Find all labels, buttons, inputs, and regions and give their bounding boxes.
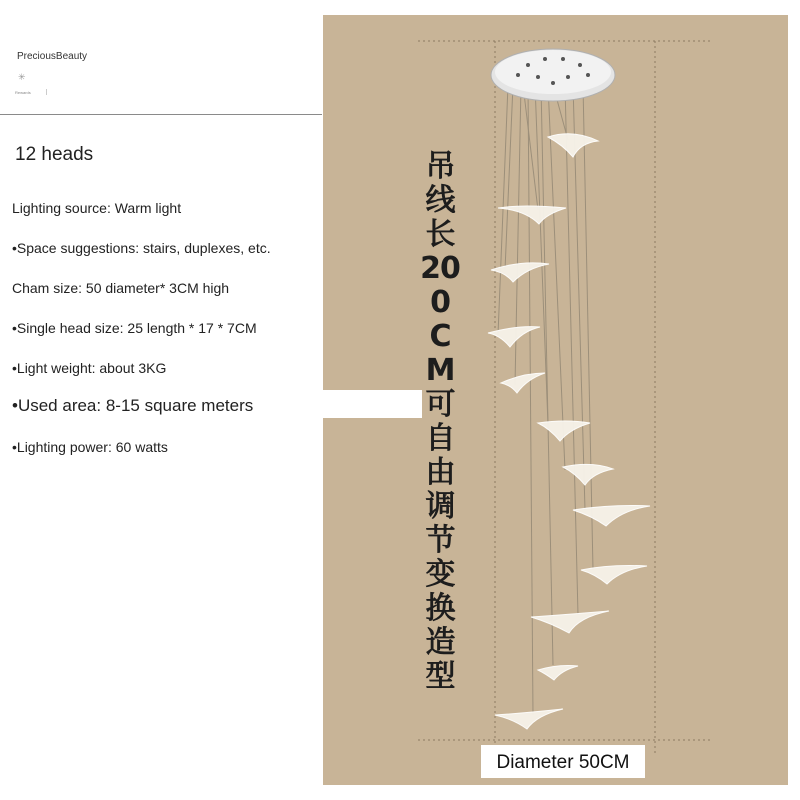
divider [46, 89, 47, 95]
spec-light-source: Lighting source: Warm light [12, 200, 182, 216]
heads-title: 12 heads [15, 144, 94, 165]
spec-power: •Lighting power: 60 watts [12, 439, 168, 455]
spec-head-size: •Single head size: 25 length * 17 * 7CM [12, 320, 257, 336]
brand-name[interactable]: PreciousBeauty [17, 51, 88, 62]
bird-pendant-icon [488, 134, 650, 729]
spec-cham-size: Cham size: 50 diameter* 3CM high [12, 280, 230, 296]
white-band [322, 390, 422, 418]
cable-length-annotation: 吊线长200CM可自由调节变换造型 [420, 149, 460, 694]
canopy-icon [491, 49, 615, 101]
spec-space: •Space suggestions: stairs, duplexes, etc. [12, 240, 271, 256]
brand-mark-icon: ✳ [18, 72, 26, 82]
brand-subtitle: Rewards [15, 90, 31, 95]
diameter-label: Diameter 50CM [481, 745, 645, 778]
spec-area: •Used area: 8-15 square meters [12, 396, 254, 415]
spec-weight: •Light weight: about 3KG [12, 360, 167, 376]
brand-header [0, 0, 322, 115]
